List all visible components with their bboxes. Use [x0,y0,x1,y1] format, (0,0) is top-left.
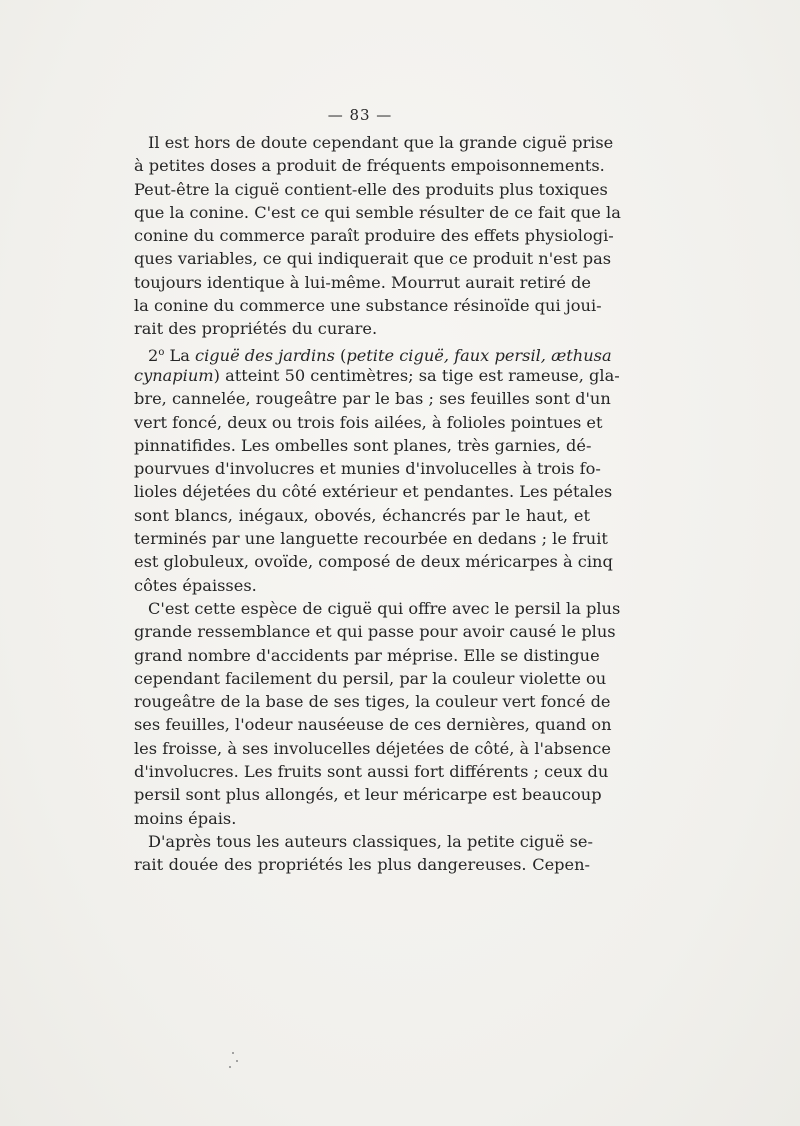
paper-speck [229,1066,231,1068]
text-line: pinnatifides. Les ombelles sont planes, très garnies, dé- [134,435,592,455]
text-line: que la conine. C'est ce qui semble résulter de ce fait que la [134,202,621,222]
text-line: sont blancs, inégaux, obovés, échancrés par le haut, et [134,505,590,525]
text-line: ques variables, ce qui indiquerait que ce produit n'est pas [134,249,612,269]
text-line: grand nombre d'accidents par méprise. Elle se distingue [134,645,600,665]
plant-synonyms: petite ciguë, faux persil, æthusa [346,345,612,365]
text-line: conine du commerce paraît produire des effets physiologi- [134,226,614,246]
item-number: 2 [148,345,159,365]
text-line: pourvues d'involucres et munies d'involucelles à trois fo- [134,459,601,479]
text-line: est globuleux, ovoïde, composé de deux méricarpes à cinq [134,552,613,572]
text-line-heading [134,341,612,365]
text-line: à petites doses a produit de fréquents empoisonnements. [134,156,605,176]
ordinal-sup: o [158,346,165,358]
text-line: rait des propriétés du curare. [134,319,378,339]
plant-name-latin: cynapium [134,365,214,385]
text-line: C'est cette espèce de ciguë qui offre avec le persil la plus [148,598,621,618]
body-text [134,131,621,877]
text-line: lioles déjetées du côté extérieur et pendantes. Les pétales [134,482,613,502]
text-line: Il est hors de doute cependant que la grande ciguë prise [148,133,614,152]
plant-name: ciguë des jardins [195,345,335,365]
text-line: vert foncé, deux ou trois fois ailées, à folioles pointues et [134,412,603,432]
text-line: D'après tous les auteurs classiques, la petite ciguë se- [148,831,593,851]
text-line: toujours identique à lui-même. Mourrut aurait retiré de [134,272,591,292]
text-line: bre, cannelée, rougeâtre par le bas ; ses feuilles sont d'un [134,389,611,409]
text-line: rougeâtre de la base de ses tiges, la couleur vert foncé de [134,692,611,712]
text-line: terminés par une languette recourbée en dedans ; le fruit [134,529,608,549]
paper-speck [232,1052,234,1054]
text-line: les froisse, à ses involucelles déjetées de côté, à l'absence [134,738,611,758]
text-line: ses feuilles, l'odeur nauséeuse de ces dernières, quand on [134,715,612,735]
text-line: rait douée des propriétés les plus dangereuses. Cepen- [134,855,590,875]
paper-speck [236,1060,238,1062]
text-fragment: ( [334,345,347,365]
page-number: — 83 — [327,106,393,124]
text-line: Peut-être la ciguë contient-elle des produits plus toxiques [134,179,608,199]
text-line: grande ressemblance et qui passe pour avoir causé le plus [134,622,616,642]
text-line: cynapium) atteint 50 centimètres; sa tige est rameuse, gla- [134,365,620,385]
text-line: persil sont plus allongés, et leur méricarpe est beaucoup [134,785,602,805]
text-line: côtes épaisses. [134,575,257,595]
text-line: la conine du commerce une substance résinoïde qui joui- [134,296,602,316]
text-line: moins épais. [134,808,237,828]
text-line: d'involucres. Les fruits sont aussi fort différents ; ceux du [134,762,609,782]
text-fragment: La [164,345,196,365]
text-line: cependant facilement du persil, par la couleur violette ou [134,668,607,688]
